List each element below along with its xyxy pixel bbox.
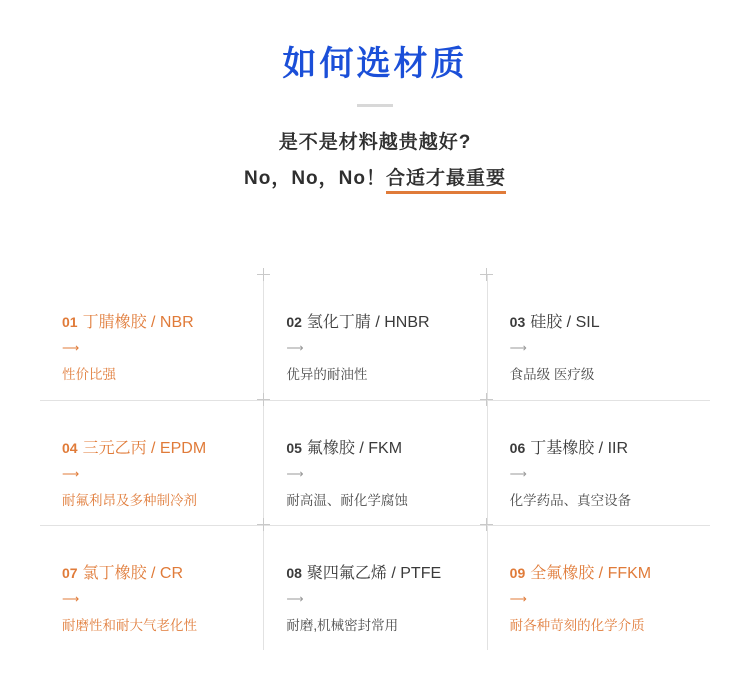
material-grid: [40, 275, 710, 650]
arrow-icon: ⟶: [62, 591, 80, 606]
material-title: [62, 313, 263, 333]
material-title: [286, 313, 486, 333]
material-number: 06: [509, 440, 526, 456]
material-name: 氯丁橡胶 / CR: [82, 565, 184, 582]
material-name: 氟橡胶 / FKM: [306, 440, 403, 457]
page-title: 如何选材质: [282, 45, 468, 83]
material-name: 全氟橡胶 / FFKM: [530, 565, 652, 582]
material-number: 05: [286, 440, 302, 456]
material-title: [510, 313, 710, 333]
material-desc: 耐高温、耐化学腐蚀: [286, 492, 408, 508]
material-name: 三元乙丙 / EPDM: [82, 440, 207, 457]
arrow-icon: ⟶: [62, 340, 80, 355]
subtitle-question: 是不是材料越贵越好?: [278, 131, 472, 153]
material-desc: 耐氟利昂及多种制冷剂: [62, 492, 197, 508]
material-number: 08: [286, 565, 302, 581]
arrow-icon: ⟶: [286, 340, 304, 355]
material-name: 聚四氟乙烯 / PTFE: [306, 565, 442, 582]
material-desc: 耐各种苛刻的化学介质: [509, 617, 645, 633]
material-cell-07: [40, 525, 263, 650]
arrow-icon: ⟶: [509, 340, 527, 355]
material-title: [286, 439, 486, 459]
material-number: 09: [509, 565, 526, 581]
material-cell-02: [263, 275, 486, 400]
arrow-icon: ⟶: [509, 466, 527, 481]
subtitle-answer-highlight: 合适才最重要: [386, 168, 506, 194]
material-title: [510, 564, 710, 584]
material-title: [62, 439, 263, 459]
material-cell-05: [263, 400, 486, 525]
arrow-icon: ⟶: [286, 591, 304, 606]
arrow-icon: ⟶: [286, 466, 304, 481]
arrow-icon: ⟶: [509, 591, 527, 606]
material-cell-01: [40, 275, 263, 400]
material-name: 丁基橡胶 / IIR: [530, 440, 629, 457]
header: [0, 0, 750, 190]
subtitle-answer: [0, 163, 750, 190]
material-number: 04: [62, 440, 78, 456]
material-cell-08: [263, 525, 486, 650]
title-divider: [357, 104, 393, 107]
material-name: 氢化丁腈 / HNBR: [306, 314, 430, 331]
material-number: 02: [286, 314, 302, 330]
material-desc: 化学药品、真空设备: [509, 492, 632, 508]
material-cell-06: [487, 400, 710, 525]
material-name: 丁腈橡胶 / NBR: [82, 314, 194, 331]
material-desc: 耐磨,机械密封常用: [286, 617, 399, 633]
material-name: 硅胶 / SIL: [530, 314, 600, 331]
material-number: 07: [62, 565, 78, 581]
material-title: [286, 564, 486, 584]
material-desc: 耐磨性和耐大气老化性: [62, 617, 197, 633]
material-cell-09: [487, 525, 710, 650]
material-title: [510, 439, 710, 459]
material-number: 01: [62, 314, 78, 330]
material-desc: 性价比强: [62, 366, 116, 382]
material-desc: 优异的耐油性: [286, 366, 368, 382]
arrow-icon: ⟶: [62, 466, 80, 481]
material-title: [62, 564, 263, 584]
material-cell-04: [40, 400, 263, 525]
material-cell-03: [487, 275, 710, 400]
subtitle-answer-prefix: No，No，No！: [244, 167, 386, 189]
material-desc: 食品级 医疗级: [509, 366, 595, 382]
material-number: 03: [509, 314, 526, 330]
